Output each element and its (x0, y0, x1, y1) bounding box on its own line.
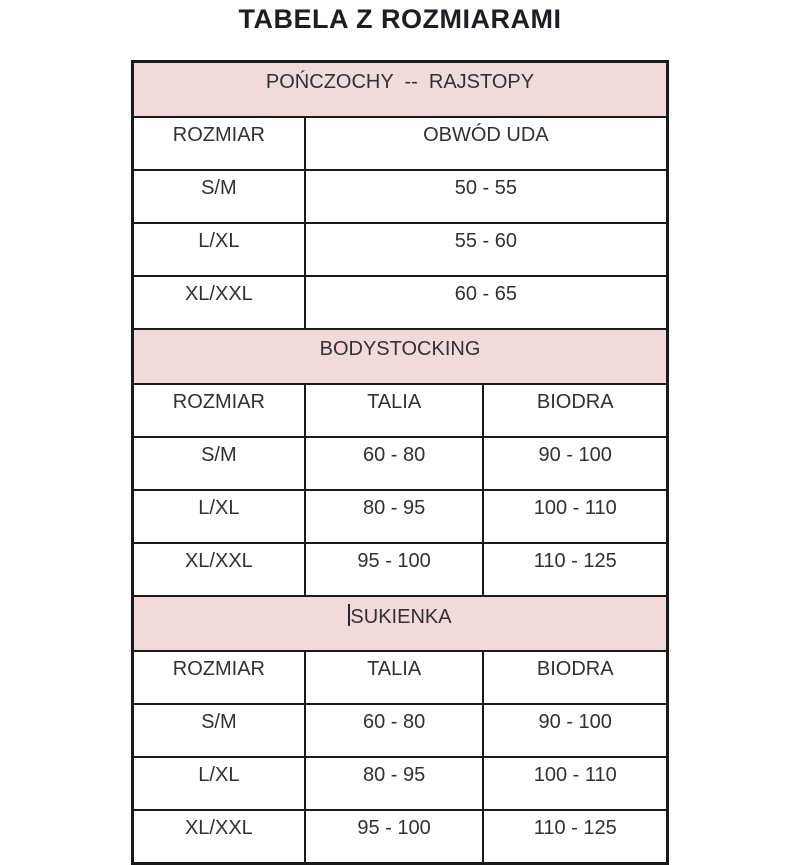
column-header-row (133, 384, 668, 437)
section-title-label: BODYSTOCKING (319, 338, 481, 360)
column-header: BIODRA (483, 384, 667, 437)
size-cell: L/XL (133, 223, 305, 276)
measurement-cell: 90 - 100 (483, 704, 667, 757)
section-title-row (133, 596, 668, 651)
size-cell: L/XL (133, 490, 305, 543)
table-row (133, 543, 668, 596)
section-title-label: SUKIENKA (350, 606, 452, 628)
size-cell: XL/XXL (133, 810, 305, 864)
measurement-cell: 100 - 110 (483, 757, 667, 810)
measurement-cell: 110 - 125 (483, 810, 667, 864)
table-row (133, 490, 668, 543)
table-row (133, 437, 668, 490)
section-title-row (133, 329, 668, 384)
section-header-ponczochy-rajstopy (133, 62, 668, 118)
section-header-bodystocking (133, 329, 668, 384)
column-header: ROZMIAR (133, 384, 305, 437)
measurement-cell: 100 - 110 (483, 490, 667, 543)
size-cell: S/M (133, 170, 305, 223)
table-row (133, 276, 668, 329)
measurement-cell: 95 - 100 (305, 543, 484, 596)
size-table (131, 60, 669, 865)
section-title-label: POŃCZOCHY -- RAJSTOPY (265, 71, 535, 93)
measurement-cell: 60 - 80 (305, 704, 484, 757)
table-row (133, 810, 668, 864)
column-header: TALIA (305, 651, 484, 704)
column-header-row (133, 651, 668, 704)
measurement-cell: 60 - 80 (305, 437, 484, 490)
table-row (133, 757, 668, 810)
column-header-row (133, 117, 668, 170)
measurement-cell: 80 - 95 (305, 757, 484, 810)
page-title: TABELA Z ROZMIARAMI (238, 4, 562, 34)
section-title-row (133, 62, 668, 118)
measurement-cell: 90 - 100 (483, 437, 667, 490)
size-cell: S/M (133, 704, 305, 757)
table-row (133, 223, 668, 276)
size-cell: S/M (133, 437, 305, 490)
table-row (133, 704, 668, 757)
section-header-sukienka (133, 596, 668, 651)
size-table-body (133, 62, 668, 864)
measurement-cell: 60 - 65 (305, 276, 668, 329)
size-cell: XL/XXL (133, 543, 305, 596)
size-cell: XL/XXL (133, 276, 305, 329)
measurement-cell: 110 - 125 (483, 543, 667, 596)
measurement-cell: 95 - 100 (305, 810, 484, 864)
column-header: ROZMIAR (133, 117, 305, 170)
measurement-cell: 55 - 60 (305, 223, 668, 276)
column-header: ROZMIAR (133, 651, 305, 704)
column-header: TALIA (305, 384, 484, 437)
column-header: OBWÓD UDA (305, 117, 668, 170)
measurement-cell: 50 - 55 (305, 170, 668, 223)
table-row (133, 170, 668, 223)
measurement-cell: 80 - 95 (305, 490, 484, 543)
size-cell: L/XL (133, 757, 305, 810)
column-header: BIODRA (483, 651, 667, 704)
